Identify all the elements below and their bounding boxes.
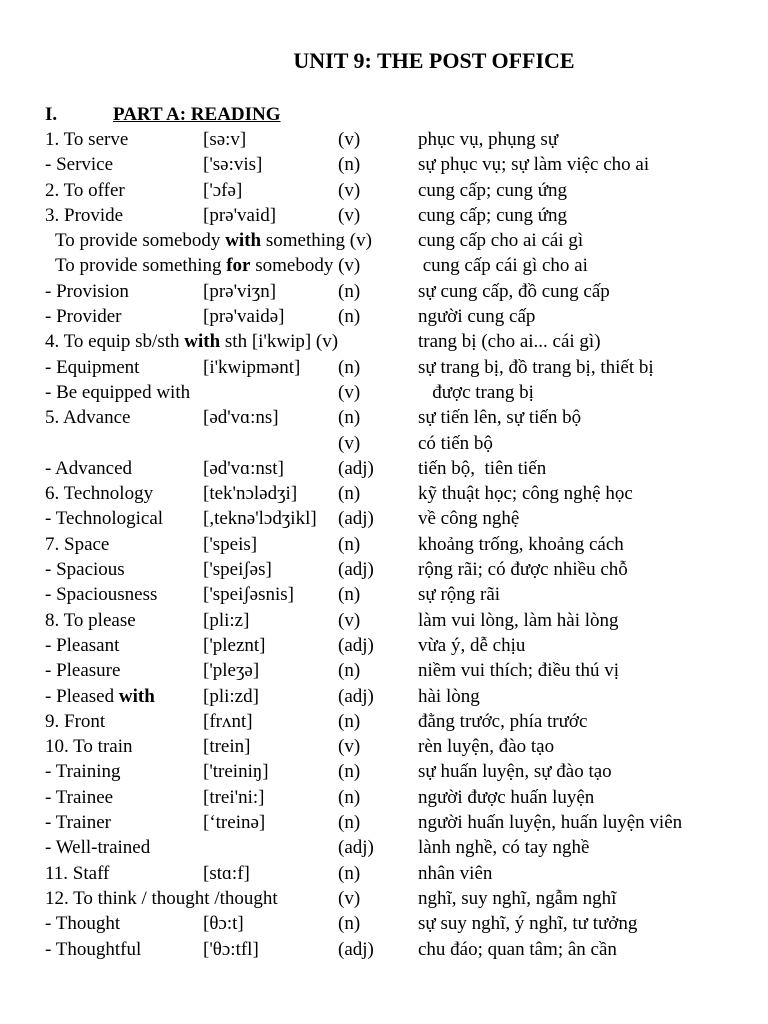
meaning: về công nghệ bbox=[418, 508, 520, 530]
term: 2. To offer bbox=[45, 179, 125, 201]
meaning: đằng trước, phía trước bbox=[418, 710, 588, 732]
pronunciation: [i'kwipmənt] bbox=[203, 356, 301, 378]
term: - Well-trained bbox=[45, 837, 151, 859]
meaning: rèn luyện, đào tạo bbox=[418, 736, 555, 758]
term: - Thought bbox=[45, 913, 121, 935]
vocab-row bbox=[45, 937, 735, 962]
meaning: hài lòng bbox=[418, 685, 480, 707]
phrase-text: To provide something bbox=[55, 255, 227, 277]
part-of-speech: (n) bbox=[338, 584, 361, 606]
meaning: có tiến bộ bbox=[418, 432, 493, 454]
section-number: I. bbox=[45, 104, 58, 125]
meaning: cung cấp cho ai cái gì bbox=[418, 230, 584, 252]
meaning: nhân viên bbox=[418, 862, 493, 884]
vocab-row bbox=[45, 785, 735, 810]
phrase-preposition: for bbox=[226, 255, 251, 277]
part-of-speech: (v) bbox=[338, 204, 361, 226]
phrase-text: somebody (v) bbox=[250, 255, 361, 277]
pronunciation: ['speiʃəsnis] bbox=[203, 584, 295, 606]
term: 5. Advance bbox=[45, 407, 131, 429]
meaning: phục vụ, phụng sự bbox=[418, 129, 559, 150]
vocab-row bbox=[45, 861, 735, 886]
vocab-row bbox=[45, 734, 735, 759]
vocab-row bbox=[45, 253, 735, 278]
phrase bbox=[55, 228, 372, 253]
meaning: sự suy nghĩ, ý nghĩ, tư tưởng bbox=[418, 913, 638, 935]
part-of-speech: (n) bbox=[338, 356, 361, 378]
part-of-speech: (v) bbox=[338, 432, 361, 454]
part-of-speech: (n) bbox=[338, 483, 361, 505]
meaning: người huấn luyện, huấn luyện viên bbox=[418, 812, 683, 834]
meaning: trang bị (cho ai... cái gì) bbox=[418, 331, 601, 353]
term: - Technological bbox=[45, 508, 164, 530]
term: 12. To think / thought /thought bbox=[45, 887, 278, 909]
pronunciation: ['pleʒə] bbox=[203, 660, 260, 682]
meaning: lành nghề, có tay nghề bbox=[418, 837, 590, 859]
term-text: sth [i'kwip] (v) bbox=[220, 331, 339, 353]
pronunciation: [pli:zd] bbox=[203, 685, 259, 707]
pronunciation: ['treiniŋ] bbox=[203, 761, 269, 783]
part-of-speech: (n) bbox=[338, 812, 361, 834]
term bbox=[45, 684, 155, 709]
part-of-speech: (n) bbox=[338, 280, 361, 302]
term: - Spaciousness bbox=[45, 584, 158, 606]
pronunciation: [θɔ:t] bbox=[203, 913, 244, 935]
term: - Advanced bbox=[45, 457, 133, 479]
vocabulary-list bbox=[45, 127, 735, 962]
term: - Trainee bbox=[45, 786, 114, 808]
pronunciation: [‘treinə] bbox=[203, 812, 266, 834]
meaning: người được huấn luyện bbox=[418, 786, 595, 808]
term bbox=[45, 329, 338, 354]
meaning: sự rộng rãi bbox=[418, 584, 501, 606]
vocab-row bbox=[45, 355, 735, 380]
term: 7. Space bbox=[45, 533, 110, 555]
pronunciation: [sə:v] bbox=[203, 129, 247, 150]
part-of-speech: (v) bbox=[338, 887, 361, 909]
meaning: kỹ thuật học; công nghệ học bbox=[418, 483, 633, 505]
meaning: được trang bị bbox=[418, 381, 534, 403]
vocab-row bbox=[45, 633, 735, 658]
vocab-row bbox=[45, 481, 735, 506]
term: - Pleasure bbox=[45, 660, 121, 682]
vocab-row bbox=[45, 608, 735, 633]
section-heading bbox=[45, 102, 281, 127]
vocab-row bbox=[45, 228, 735, 253]
part-of-speech: (adj) bbox=[338, 634, 374, 656]
pronunciation: [frʌnt] bbox=[203, 710, 253, 732]
pronunciation: ['sə:vis] bbox=[203, 154, 263, 176]
part-of-speech: (adj) bbox=[338, 457, 374, 479]
part-of-speech: (n) bbox=[338, 306, 361, 328]
pronunciation: [stɑ:f] bbox=[203, 862, 250, 884]
meaning: niềm vui thích; điều thú vị bbox=[418, 660, 620, 682]
term: 8. To please bbox=[45, 609, 136, 631]
term: 9. Front bbox=[45, 710, 106, 732]
page-title: UNIT 9: THE POST OFFICE bbox=[293, 48, 575, 73]
vocab-row bbox=[45, 810, 735, 835]
vocab-row bbox=[45, 127, 735, 152]
term: 6. Technology bbox=[45, 483, 154, 505]
pronunciation: [prə'vaid] bbox=[203, 204, 277, 226]
part-of-speech: (n) bbox=[338, 862, 361, 884]
vocab-row bbox=[45, 431, 735, 456]
term-preposition: with bbox=[184, 331, 221, 353]
term: - Thoughtful bbox=[45, 938, 142, 960]
pronunciation: ['ɔfə] bbox=[203, 179, 243, 201]
pronunciation: [əd'vɑ:nst] bbox=[203, 457, 284, 479]
vocab-row bbox=[45, 279, 735, 304]
pronunciation: ['speis] bbox=[203, 533, 258, 555]
part-of-speech: (n) bbox=[338, 533, 361, 555]
part-of-speech: (n) bbox=[338, 761, 361, 783]
meaning: khoảng trống, khoảng cách bbox=[418, 533, 624, 555]
vocab-row bbox=[45, 380, 735, 405]
pronunciation: [tek'nɔlədʒi] bbox=[203, 483, 298, 505]
term: 3. Provide bbox=[45, 204, 124, 226]
term: - Provision bbox=[45, 280, 129, 302]
term-text: 4. To equip sb/sth bbox=[45, 331, 185, 353]
phrase-preposition: with bbox=[225, 230, 262, 252]
part-of-speech: (adj) bbox=[338, 559, 374, 581]
vocab-row bbox=[45, 557, 735, 582]
meaning: làm vui lòng, làm hài lòng bbox=[418, 609, 619, 631]
meaning: sự trang bị, đồ trang bị, thiết bị bbox=[418, 356, 654, 378]
section-title: PART A: READING bbox=[113, 104, 281, 125]
vocab-row bbox=[45, 911, 735, 936]
term: - Pleasant bbox=[45, 634, 120, 656]
meaning: chu đáo; quan tâm; ân cần bbox=[418, 938, 617, 960]
pronunciation: ['θɔ:tfl] bbox=[203, 938, 259, 960]
vocab-row bbox=[45, 304, 735, 329]
term: - Service bbox=[45, 154, 114, 176]
vocab-row bbox=[45, 835, 735, 860]
vocab-row bbox=[45, 532, 735, 557]
vocab-row bbox=[45, 759, 735, 784]
meaning: sự tiến lên, sự tiến bộ bbox=[418, 407, 582, 429]
meaning: cung cấp; cung ứng bbox=[418, 204, 568, 226]
vocab-row bbox=[45, 178, 735, 203]
vocab-row bbox=[45, 709, 735, 734]
term: 1. To serve bbox=[45, 129, 129, 150]
meaning: cung cấp cái gì cho ai bbox=[418, 255, 588, 277]
part-of-speech: (n) bbox=[338, 786, 361, 808]
pronunciation: [pli:z] bbox=[203, 609, 250, 631]
vocab-row bbox=[45, 405, 735, 430]
part-of-speech: (v) bbox=[338, 381, 361, 403]
term: - Be equipped with bbox=[45, 381, 191, 403]
part-of-speech: (adj) bbox=[338, 938, 374, 960]
pronunciation: ['pleznt] bbox=[203, 634, 266, 656]
term-text: - Pleased bbox=[45, 685, 119, 707]
vocab-row bbox=[45, 886, 735, 911]
part-of-speech: (n) bbox=[338, 660, 361, 682]
vocab-row bbox=[45, 203, 735, 228]
phrase-text: To provide somebody bbox=[55, 230, 226, 252]
vocab-row bbox=[45, 329, 735, 354]
term: 10. To train bbox=[45, 736, 133, 758]
pronunciation: [trein] bbox=[203, 736, 251, 758]
part-of-speech: (n) bbox=[338, 913, 361, 935]
vocab-row bbox=[45, 456, 735, 481]
part-of-speech: (n) bbox=[338, 710, 361, 732]
pronunciation: [əd'vɑ:ns] bbox=[203, 407, 279, 429]
meaning: vừa ý, dễ chịu bbox=[418, 634, 526, 656]
pronunciation: [prə'vaidə] bbox=[203, 306, 285, 328]
part-of-speech: (n) bbox=[338, 154, 361, 176]
phrase-text: something (v) bbox=[261, 230, 372, 252]
part-of-speech: (v) bbox=[338, 179, 361, 201]
meaning: cung cấp; cung ứng bbox=[418, 179, 568, 201]
meaning: sự huấn luyện, sự đào tạo bbox=[418, 761, 612, 783]
pronunciation: [prə'viʒn] bbox=[203, 280, 277, 302]
vocab-row bbox=[45, 506, 735, 531]
part-of-speech: (adj) bbox=[338, 508, 374, 530]
term: - Provider bbox=[45, 306, 122, 328]
part-of-speech: (v) bbox=[338, 609, 361, 631]
term-preposition: with bbox=[118, 685, 155, 707]
term: - Trainer bbox=[45, 812, 111, 834]
phrase bbox=[55, 253, 360, 278]
part-of-speech: (v) bbox=[338, 736, 361, 758]
part-of-speech: (n) bbox=[338, 407, 361, 429]
term: - Training bbox=[45, 761, 121, 783]
vocab-row bbox=[45, 658, 735, 683]
part-of-speech: (adj) bbox=[338, 685, 374, 707]
meaning: rộng rãi; có được nhiều chỗ bbox=[418, 559, 628, 581]
pronunciation: ['speiʃəs] bbox=[203, 559, 272, 581]
term: - Spacious bbox=[45, 559, 125, 581]
vocab-row bbox=[45, 684, 735, 709]
vocab-row bbox=[45, 152, 735, 177]
meaning: nghĩ, suy nghĩ, ngẫm nghĩ bbox=[418, 887, 617, 909]
term: - Equipment bbox=[45, 356, 140, 378]
part-of-speech: (v) bbox=[338, 129, 361, 150]
pronunciation: [,teknə'lɔdʒikl] bbox=[203, 508, 317, 530]
meaning: tiến bộ, tiên tiến bbox=[418, 457, 547, 479]
term: 11. Staff bbox=[45, 862, 110, 884]
pronunciation: [trei'ni:] bbox=[203, 786, 265, 808]
meaning: sự cung cấp, đồ cung cấp bbox=[418, 280, 610, 302]
meaning: sự phục vụ; sự làm việc cho ai bbox=[418, 154, 650, 176]
part-of-speech: (adj) bbox=[338, 837, 374, 859]
vocab-row bbox=[45, 582, 735, 607]
meaning: người cung cấp bbox=[418, 306, 536, 328]
